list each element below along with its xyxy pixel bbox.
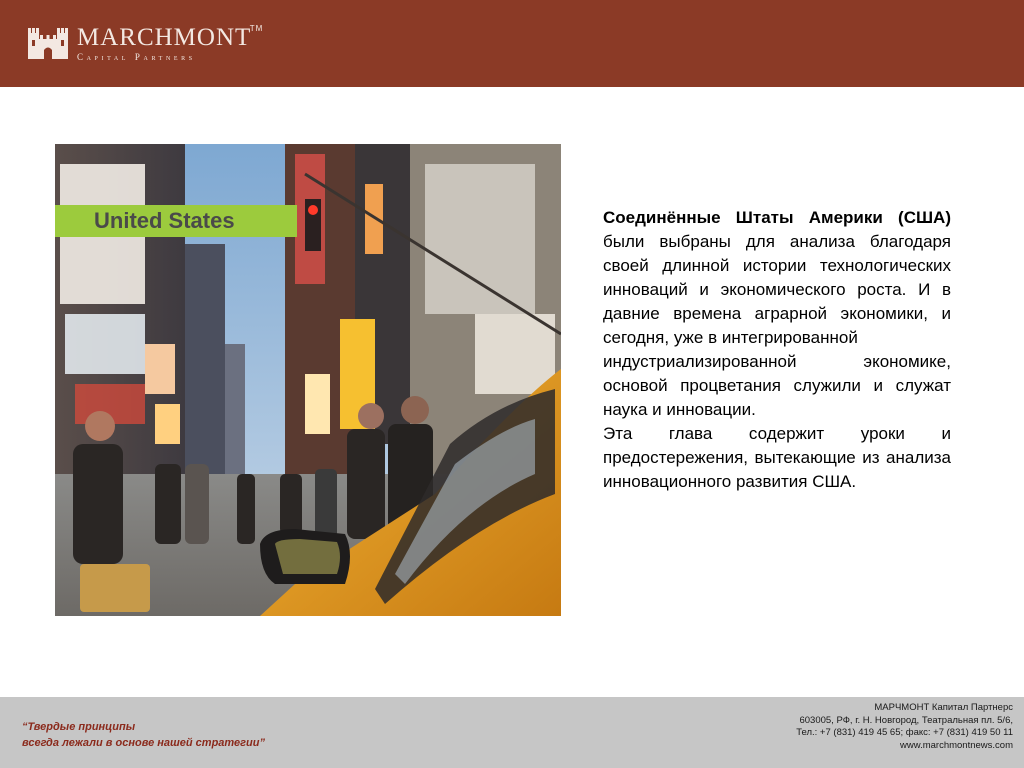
company-website-link[interactable]: www.marchmontnews.com [900,739,1013,751]
company-phones: Тел.: +7 (831) 419 45 65; факс: +7 (831) 419 50 11 [796,727,1013,738]
photo-label-united-states: United States [55,205,297,237]
description-text [603,206,951,494]
paragraph-1: Соединённые Штаты Америки (США) были выбраны для анализа благодаря своей длинной истории технологических инноваций и экономического роста. И в давние времена аграрной экономики, и сегодня, уже в интегрированной [603,208,951,347]
paragraph-1-continuation: индустриализированной экономике, основой процветания служили и служат наука и инновации. [603,352,951,419]
trademark-sign: TM [249,24,264,33]
company-name: МАРЧМОНТ Капитал Партнерс [874,702,1013,713]
logo-subtitle: Capital Partners [77,52,196,62]
company-motto: “Твердые принципы всегда лежали в основе нашей стратегии” [22,721,265,749]
footer-bar [0,697,1024,768]
lead-country-name: Соединённые Штаты Америки (США) [603,208,951,227]
marchmont-logo[interactable] [27,24,264,65]
contact-info [796,702,1013,752]
paragraph-2: Эта глава содержит уроки и предостережения, вытекающие из анализа инновационного развития США. [603,424,951,491]
logo-wordmark: MARCHMONT TM [77,24,264,51]
company-address: 603005, РФ, г. Н. Новгород, Театральная пл. 5/6, [799,714,1013,726]
castle-logo-icon [27,25,69,61]
header-bar [0,0,1024,87]
